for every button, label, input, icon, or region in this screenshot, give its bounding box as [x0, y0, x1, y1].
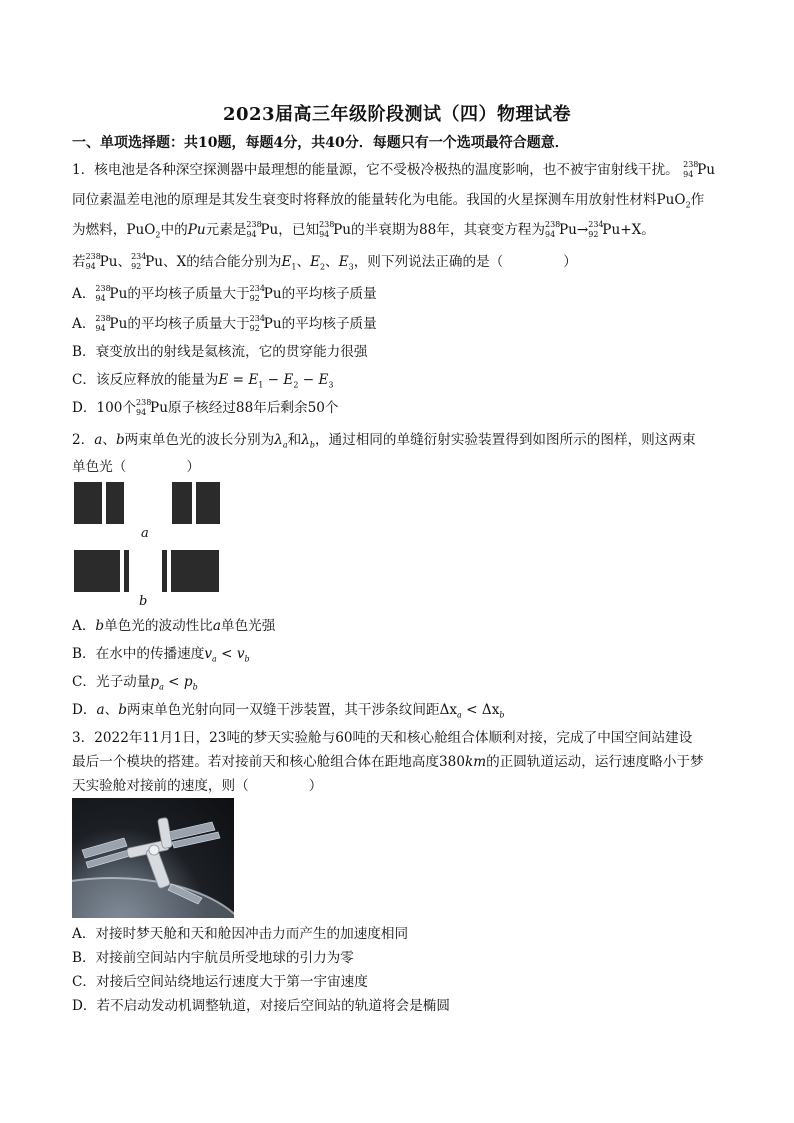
q3-line1: 3．2022年11月1日，23吨的梦天实验舱与60吨的天和核心舱组合体顺利对接，完成了中国空间站建设 — [72, 730, 693, 746]
q3-line3: 天实验舱对接前的速度，则（ ） — [72, 778, 323, 794]
fringe-a-1 — [74, 482, 102, 524]
q3-option-a[interactable]: A．对接时梦天舱和天和舱因冲击力而产生的加速度相同 — [72, 926, 409, 942]
label-b: b — [139, 594, 148, 609]
q1-text: 1．核电池是各种深空探测器中最理想的能量源，它不受极冷极热的温度影响，也不被宇宙射线干扰。 — [72, 162, 679, 178]
q3-option-d[interactable]: D．若不启动发动机调整轨道，对接后空间站的轨道将会是椭圆 — [72, 998, 450, 1014]
section-heading: 一、单项选择题：共10题，每题4分，共40分．每题只有一个选项最符合题意． — [72, 135, 569, 151]
q2-line2: 单色光（ ） — [72, 459, 200, 475]
q1-line3: 为燃料，PuO$_2$中的Pu元素是 238 94 Pu，已知 238 94 Pu的半衰期为88年，其衰变方程为 238 94 Pu→ 234 92 Pu+X。 — [72, 220, 655, 240]
diffraction-figure — [74, 482, 224, 612]
exam-title: 2023届高三年级阶段测试（四）物理试卷 — [222, 104, 572, 125]
q3-option-b[interactable]: B．对接前空间站内宇航员所受地球的引力为零 — [72, 950, 354, 966]
q2-option-d[interactable]: D．a、b两束单色光射向同一双缝干涉装置，其干涉条纹间距$\Delta x_a < \Delta x_b$ — [72, 702, 505, 720]
q1-line4: 若 238 94 Pu、 234 92 Pu、X的结合能分别为$E_1$、$E_2$、$E_3$，则下列说法正确的是（ ） — [72, 252, 577, 272]
fringe-b-1 — [74, 550, 120, 592]
fringe-a-3 — [172, 482, 192, 524]
q1-option-b[interactable]: B．衰变放出的射线是氦核流，它的贯穿能力很强 — [72, 344, 368, 360]
fringe-a-4 — [196, 482, 220, 524]
q1-line2: 同位素温差电池的原理是其发生衰变时将释放的能量转化为电能。我国的火星探测车用放射性材料PuO$_2$作 — [72, 192, 705, 210]
q2-option-a[interactable]: A．b单色光的波动性比a单色光强 — [72, 618, 276, 634]
label-a: a — [141, 526, 149, 541]
q2-option-b[interactable]: B．在水中的传播速度$v_a < v_b$ — [72, 646, 250, 664]
q3-option-c[interactable]: C．对接后空间站绕地运行速度大于第一宇宙速度 — [72, 974, 368, 990]
q1-option-a1[interactable]: A． 238 94 Pu的平均核子质量大于 234 92 Pu的平均核子质量 — [72, 284, 377, 303]
q1-option-c[interactable]: C．该反应释放的能量为$E = E_1 - E_2 - E_3$ — [72, 372, 334, 390]
fringe-b-4 — [171, 550, 219, 592]
space-station-image — [72, 798, 234, 918]
fringe-b-3 — [162, 550, 167, 592]
q1-option-d[interactable]: D．100个 238 94 Pu原子核经过88年后剩余50个 — [72, 398, 339, 417]
q2-line1: 2．a、b两束单色光的波长分别为$\lambda_a$和$\lambda_b$，通过相同的单缝衍射实验装置得到如图所示的图样，则这两束 — [72, 432, 696, 450]
q2-option-c[interactable]: C．光子动量$p_a < p_b$ — [72, 674, 198, 692]
q1-option-a2[interactable]: A． 238 94 Pu的平均核子质量大于 234 92 Pu的平均核子质量 — [72, 314, 377, 333]
space-station-icon — [72, 798, 234, 918]
q1-line1: 1．核电池是各种深空探测器中最理想的能量源，它不受极冷极热的温度影响，也不被宇宙射线干扰。 238 94 Pu — [72, 160, 716, 179]
nuclide-pu238: 238 94 — [683, 160, 699, 179]
fringe-b-2 — [124, 550, 129, 592]
q3-line2: 最后一个模块的搭建。若对接前天和核心舱组合体在距地高度380km的正圆轨道运动，运行速度略小于梦 — [72, 754, 704, 770]
fringe-a-2 — [106, 482, 124, 524]
